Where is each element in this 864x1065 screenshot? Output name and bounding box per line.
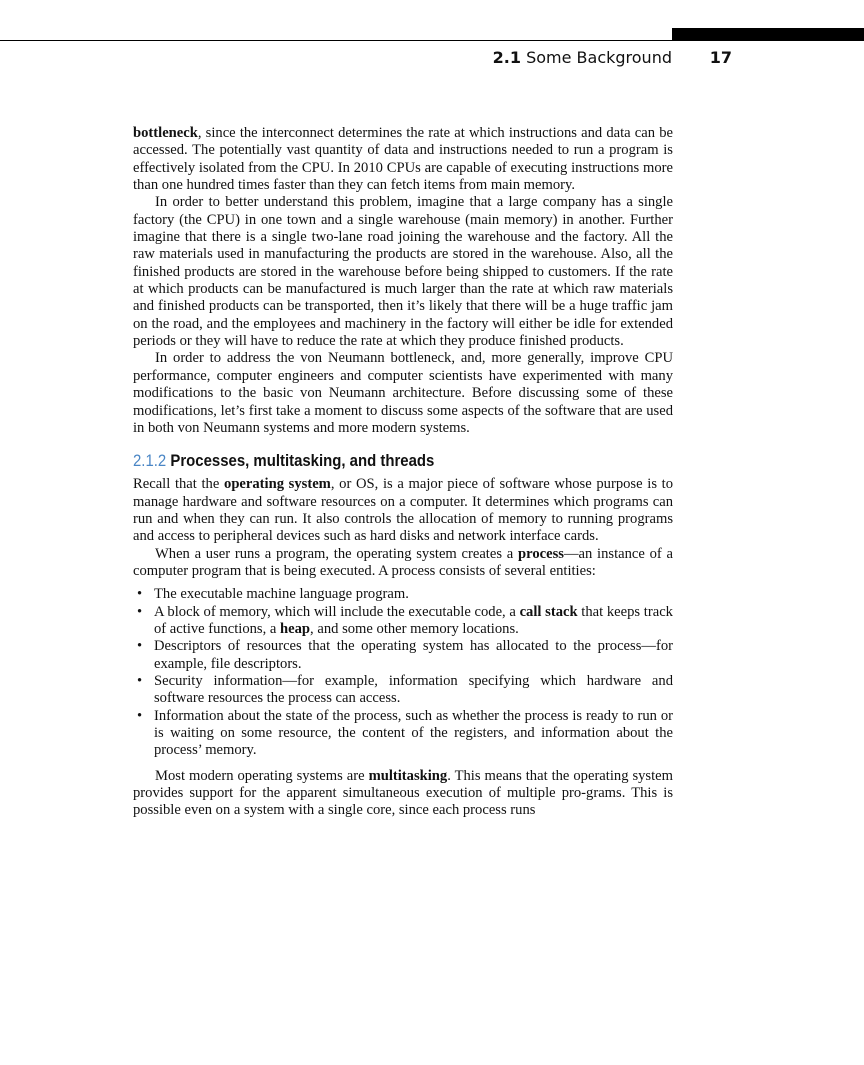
paragraph-text: , or OS, is a major piece of software whose purpose is to manage hardware and software resources on a computer. It determines which programs can run and when they can run. It also controls the allocation of memory to running programs and access to peripheral devices such as hard disks and network interface cards. bbox=[133, 476, 674, 545]
list-item-text: A block of memory, which will include the executable code, a bbox=[154, 603, 520, 620]
paragraph-text: When a user runs a program, the operating system creates a bbox=[155, 545, 518, 562]
header-tab-bar bbox=[672, 28, 864, 41]
list-item: • Security information—for example, information specifying which hardware and software resources the process can access. bbox=[133, 673, 673, 708]
term-multitasking: multitasking bbox=[368, 767, 448, 784]
paragraph-text: . This means that the operating system provides support for the apparent simultaneous execution of multiple pro-grams. This is possible even on a system with a single core, since each process runs bbox=[133, 767, 673, 819]
term-call-stack: call stack bbox=[519, 603, 578, 620]
running-head-section-number: 2.1 bbox=[492, 48, 521, 67]
section-heading bbox=[133, 451, 619, 471]
paragraph-factory-analogy: In order to better understand this problem, imagine that a large company has a single factory (the CPU) in one town and a single warehouse (main memory) in another. Further imagine that there is a single two-lane road joining the warehouse and the factory. All the raw materials used in manufacturing the products are stored in the warehouse. Also, all the finished products are stored in the warehouse before being shipped to customers. If the rate at which products can be manufactured is much larger than the rate at which raw materials and finished products can be transported, then it’s likely that there will be a huge traffic jam on the road, and the employees and machinery in the factory will either be idle for extended periods or they will have to reduce the rate at which they produce finished products. bbox=[133, 194, 673, 350]
list-item bbox=[133, 604, 673, 639]
term-operating-system: operating system bbox=[224, 476, 331, 493]
list-item-text: , and some other memory locations. bbox=[310, 620, 519, 637]
list-item: • Descriptors of resources that the operating system has allocated to the process—for example, file descriptors. bbox=[133, 638, 673, 673]
paragraph-multitasking bbox=[133, 768, 673, 820]
running-head-section-title: Some Background bbox=[526, 48, 672, 67]
list-item: • Information about the state of the process, such as whether the process is ready to run or is waiting on some resource, the content of the registers, and information about the process’ memory. bbox=[133, 708, 673, 760]
section-title: Processes, multitasking, and threads bbox=[170, 451, 435, 471]
paragraph-von-neumann-modifications: In order to address the von Neumann bottleneck, and, more generally, improve CPU performance, computer engineers and computer scientists have experimented with many modifications to the basic von Neumann architecture. Before discussing some of these modifications, let’s first take a moment to discuss some aspects of the software that are used in both von Neumann systems and more modern systems. bbox=[133, 350, 673, 436]
page-body bbox=[133, 125, 673, 820]
list-item: • The executable machine language program. bbox=[133, 586, 673, 603]
paragraph-text: Most modern operating systems are bbox=[155, 767, 369, 784]
paragraph-text: , since the interconnect determines the rate at which instructions and data can be accessed. The potentially vast quantity of data and instructions needed to run a program is effectively isolated from the CPU. In 2010 CPUs are capable of executing instructions more than one hundred times faster than they can fetch items from main memory. bbox=[133, 125, 673, 194]
paragraph-operating-system bbox=[133, 476, 673, 545]
process-entities-list bbox=[133, 586, 673, 759]
term-bottleneck: bottleneck bbox=[133, 125, 198, 141]
paragraph-text: Recall that the bbox=[133, 476, 225, 493]
paragraph-text: —an instance of a computer program that is being executed. A process consists of several entities: bbox=[133, 545, 673, 579]
running-head-title bbox=[493, 48, 672, 67]
running-head bbox=[0, 47, 732, 71]
list-item-text: that keeps track of active functions, a bbox=[154, 603, 673, 637]
term-heap: heap bbox=[280, 620, 311, 637]
term-process: process bbox=[517, 545, 564, 562]
page-number: 17 bbox=[709, 48, 732, 67]
paragraph-bottleneck bbox=[133, 125, 673, 194]
paragraph-process bbox=[133, 546, 673, 581]
section-number: 2.1.2 bbox=[133, 451, 167, 471]
